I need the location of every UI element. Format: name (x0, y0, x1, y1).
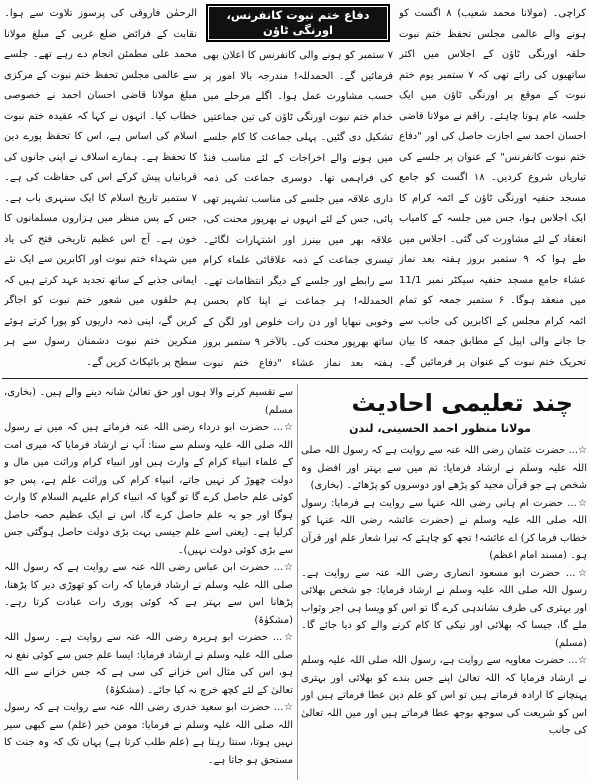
feature-title: چند تعلیمی احادیث (351, 389, 573, 417)
hadith-paragraph: ☆... حضرت ابو سعید خدری رضی اللہ عنہ سے روایت ہے کہ رسول اللہ صلی اللہ علیہ وسلم نے فرمایا: مومن خیر (علم) سے کبھی سیر نہیں ہوتا، سنتا رہتا ہے (علم طلب کرتا ہے) یہاں تک کہ وہ جنت کا مستحق ہو جاتا ہے۔ (4, 702, 293, 766)
article-column-middle (203, 4, 393, 374)
hadith-paragraph: سے تقسیم کرنے والا ہوں اور حق تعالیٰ شانہ دینے والے ہیں۔ (بخاری، مسلم) (4, 387, 293, 416)
article-column-right (399, 4, 586, 374)
article-text: کراچی۔ (مولانا محمد شعیب) ۸ اگست کو ہونے والے عالمی مجلس تحفظ ختم نبوت حلقہ اورنگی ٹاؤن کے اجلاس میں اکثر ساتھیوں کی رائے تھی کہ ۷ ستمبر یوم ختم نبوت کے موقع پر اورنگی ٹاؤن میں ایک جلسہ عام ہونا چاہئے۔ راقم نے مولانا قاضی احسان احمد سے اجازت حاصل کی اور "دفاع ختم نبوت کانفرنس" کے عنوان پر جلسے کی تیاریاں شروع کردیں۔ ۱۸ اگست کو جامع مسجد حنفیہ اورنگی ٹاؤن کے ائمہ کرام کا ایک اجلاس ہوا، جس میں جلسہ کے کامیاب انعقاد کے لئے مشاورت کی گئی۔ اجلاس میں طے ہوا کہ ۹ ستمبر بروز ہفتہ بعد نماز عشاء جامع مسجد حنفیہ سیکٹر نمبر 11/1 میں منعقد ہوگا۔ ۶ ستمبر جمعہ کو تمام ائمہ کرام مجلس کے اکابرین کی جانب سے جا جانے والی اپیل کے مطابق جمعہ کا بیان تحریک ختم نبوت کے عنوان پر فرمائیں گے۔ (399, 8, 586, 368)
hadith-paragraph: ☆... حضرت ام ہانی رضی اللہ عنہا سے روایت ہے فرمایا: رسول اللہ صلی اللہ علیہ وسلم نے (حضرت عائشہ رضی اللہ عنہا کو خطاب فرما کر) اے عائشہ! تجھ کو چاہئے کہ تیرا شعار علم اور قرآن ہو۔ (مسند امام اعظم) (301, 497, 587, 561)
hadith-paragraph: ☆... حضرت ابو درداء رضی اللہ عنہ فرماتے ہیں کہ میں نے رسول اللہ صلی اللہ علیہ وسلم سے سنا: آپ نے ارشاد فرمایا کہ میری امت کے علماء انبیاء کرام کے وارث ہیں اور انبیاء کرام وراثت میں مال و دولت چھوڑ کر نہیں جاتے، انبیاء کرام کی وراثت علم ہے، پس جو کوئی علم حاصل کرے گا تو گویا کہ انبیاء کرام علیہم السلام کا وارث ہوگا اور جو یہ علم حاصل کرے گا، اس نے ایک عظیم حصہ حاصل کرلیا ہے۔ (یعنی اسے علم جیسی بہت بڑی دولت حاصل ہوگئی جس سے بڑی کوئی دولت نہیں)۔ (4, 422, 293, 556)
section-divider (2, 378, 588, 379)
article-text: الرحمٰن فاروقی کی پرسوز تلاوت سے ہوا۔ نقابت کے فرائض ضلع غربی کے مبلغ مولانا محمد علی مطمئن انجام دے رہے تھے۔ جلسے سے عالمی مجلس تحفظ ختم نبوت کے مرکزی مبلغ مولانا قاضی احسان احمد نے خصوصی خطاب کیا۔ انہوں نے کہا کہ عقیدہ ختم نبوت اسلام کی اساس ہے، اس کا تحفظ پورے دین کا تحفظ ہے۔ ہمارے اسلاف نے اپنی جانوں کی قربانیاں پیش کرکے اس کی حفاظت کی ہے۔ ۷ ستمبر تاریخ اسلام کا ایک سنہری باب ہے۔ جس کے پس منظر میں ہزاروں مسلمانوں کا خون ہے۔ آج اس عظیم تاریخی فتح کی یاد میں شہداء ختم نبوت اور اکابرین سے ایک نئے ایمانی جذبے کے ساتھ تجدید عہد کرتے ہیں کہ ہم حلقوں میں شعور ختم نبوت کو اجاگر کریں گے، اپنی ذمہ داریوں کو پورا کرتے ہوئے منکرین ختم نبوت دشمنان رسول سے ہر سطح پر بائیکاٹ کریں گے۔ (4, 8, 197, 368)
hadith-paragraph: ☆... حضرت عثمان رضی اللہ عنہ سے روایت ہے کہ رسول اللہ صلی اللہ علیہ وسلم نے ارشاد فرمایا: تم میں سے بہتر اور افضل وہ شخص ہے جو قرآن مجید کو پڑھے اور دوسروں کو پڑھائے۔ (بخاری) (301, 445, 587, 491)
column-divider (297, 384, 298, 780)
article-headline-text: دفاع ختم نبوت کانفرنس، اورنگی ٹاؤن (226, 8, 370, 37)
article-headline (206, 4, 390, 42)
author-byline: مولانا منظور احمد الحسینی، لندن (349, 422, 531, 435)
hadith-paragraph: ☆... حضرت ابن عباس رضی اللہ عنہ سے روایت ہے کہ رسول اللہ صلی اللہ علیہ وسلم نے ارشاد فرمایا کہ رات کو تھوڑی دیر کا پڑھنا، پڑھانا اس سے بہتر ہے کہ کوئی پوری رات عبادت کرتا رہے۔ (مشکوٰۃ) (4, 562, 293, 626)
article-text: ۷ ستمبر کو ہونے والی کانفرنس کا اعلان بھی فرمائیں گے۔ الحمدللہ! مندرجہ بالا امور پر حسب مشاورت عمل ہوا۔ اگلے مرحلے میں خدام ختم نبوت اورنگی ٹاؤن کی تین جماعتیں تشکیل دی گئیں۔ پہلی جماعت کا کام جلسے میں ہونے والے اخراجات کے لئے مناسب فنڈ کی فراہمی تھا۔ دوسری جماعت کی ذمہ داری علاقہ میں جلسے کی مناسب تشہیر تھی پائی، جس کے لئے انہوں نے بھرپور محنت کی، علاقہ بھر میں بینرز اور اشتہارات لگائے۔ تیسری جماعت کے ذمہ علاقائی علماء کرام سے رابطے اور جلسے کے دیگر انتظامات تھے۔ الحمدللہ! ہر جماعت نے اپنا کام بحسن وخوبی نبھایا اور دن رات خلوص اور لگن کے ساتھ بھرپور محنت کی۔ بالآخر ۹ ستمبر بروز ہفتہ بعد نماز عشاء "دفاع ختم نبوت (203, 50, 393, 369)
hadith-paragraph: ☆... حضرت ابو مسعود انصاری رضی اللہ عنہ سے روایت ہے۔ رسول اللہ صلی اللہ علیہ وسلم نے ارشاد فرمایا: جو شخص بھلائی اور بہتری کی طرف نشاندہی کرے گا تو اس کو ویسا ہی اجر وثواب ملے گا، جیسا کہ بھلائی اور نیکی کا کام کرنے والے کو دیا جائے گا۔ (مسلم) (301, 567, 587, 649)
hadith-paragraph: ☆... حضرت معاویہ سے روایت ہے، رسول اللہ صلی اللہ علیہ وسلم نے ارشاد فرمایا کہ اللہ تعالیٰ اپنے جس بندے کو بھلائی اور بہتری پہنچانے کا ارادہ فرماتے ہیں تو اس کو علم دین عطا فرماتے ہیں اور اس کو شریعت کی سوجھ بوجھ عطا فرماتے ہیں اور میں اللہ تعالیٰ کی جانب (301, 655, 587, 736)
hadith-column-left (4, 384, 293, 780)
hadith-paragraph: ☆... حضرت ابو ہریرہ رضی اللہ عنہ سے روایت ہے۔ رسول اللہ صلی اللہ علیہ وسلم نے ارشاد فرمایا: ایسا علم جس سے کوئی نفع نہ ہو، اس کی مثال اس خزانے کی سی ہے کہ جس خزانے سے اللہ تعالیٰ کے لئے کچھ خرچ نہ کیا جائے۔ (مشکوٰۃ) (4, 632, 293, 696)
article-column-left (4, 4, 197, 374)
hadith-column-right (301, 384, 587, 780)
